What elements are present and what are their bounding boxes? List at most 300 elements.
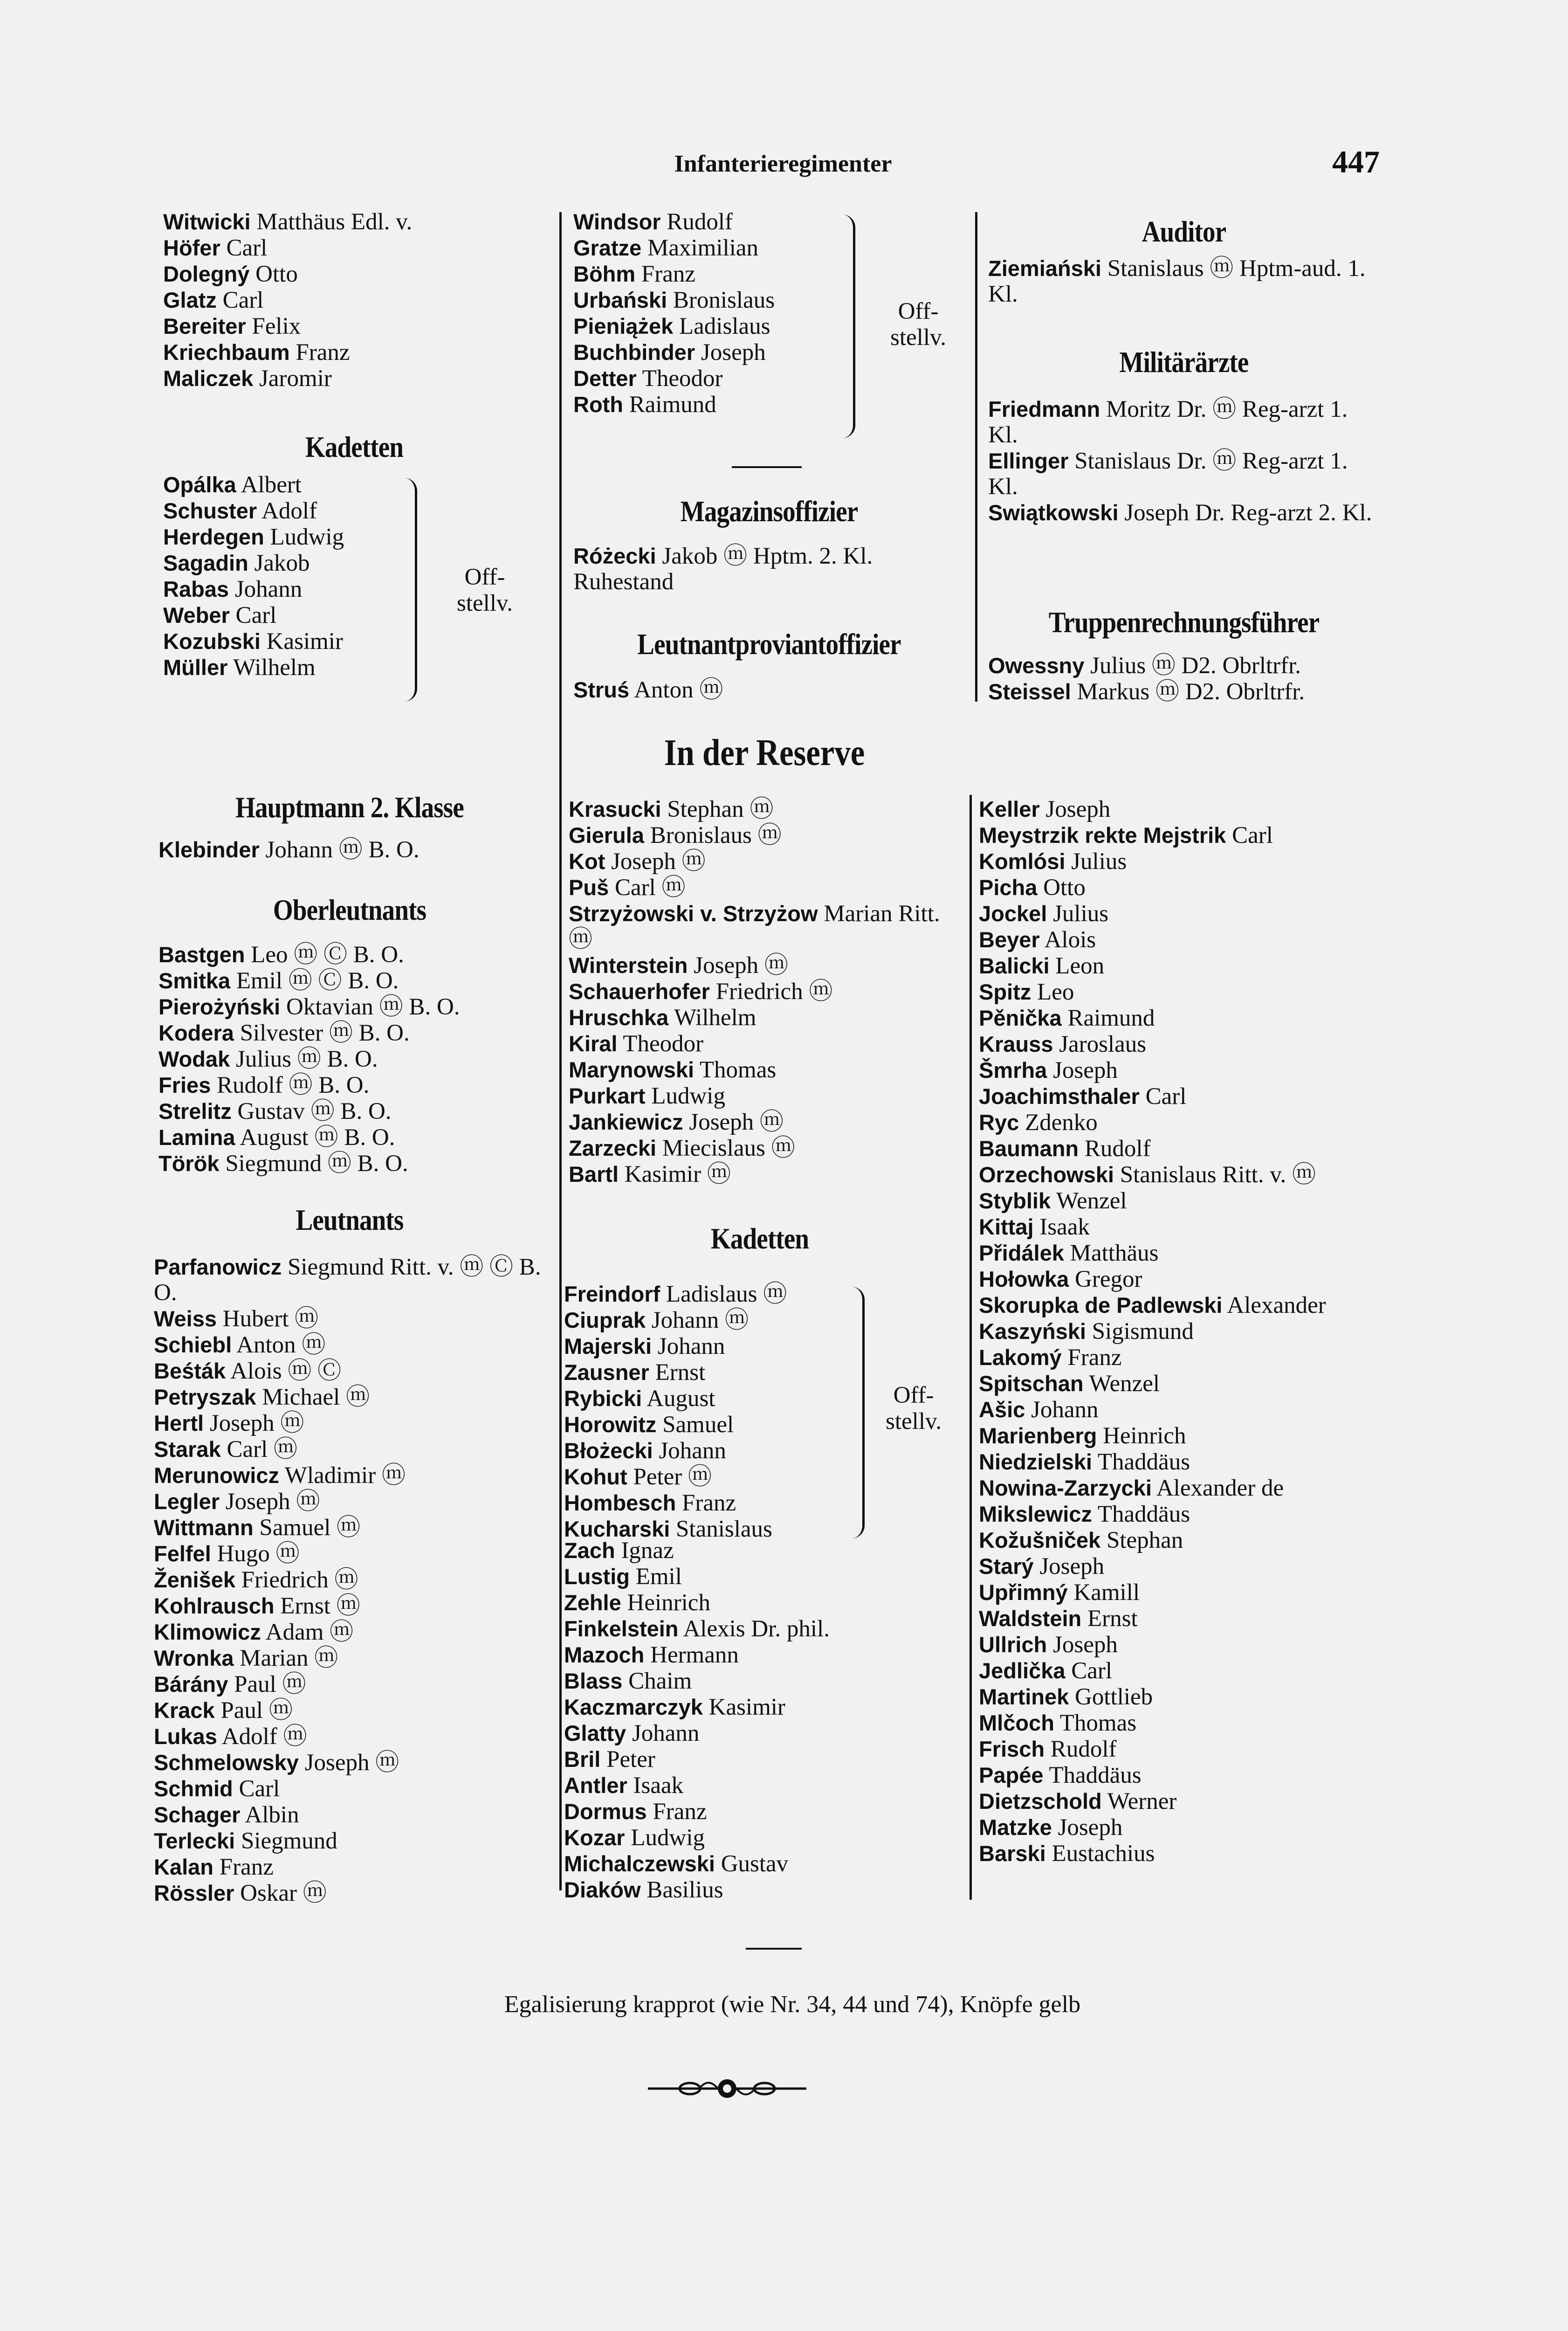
given-name-details: Theodor [623,1031,704,1057]
list-item [154,1254,550,1306]
given-name-details: Miecislaus ⓜ [662,1135,795,1161]
list-item [979,1788,1370,1814]
surname: Papée [979,1763,1044,1787]
given-name-details: Wenzel [1056,1188,1127,1214]
list-item [988,448,1380,500]
surname: Ellinger [988,448,1069,473]
surname: Jockel [979,901,1047,926]
given-name-details: Stanislaus ⓜ Hptm-aud. 1. Kl. [988,255,1366,307]
given-name-details: Johann [1031,1397,1099,1423]
given-name-details: Kamill [1073,1579,1140,1606]
list-item [154,1880,550,1906]
surname: Beśták [154,1359,226,1383]
surname: Zausner [564,1360,649,1385]
given-name-details: Thaddäus [1097,1449,1190,1475]
given-name-details: Joseph Dr. Reg-arzt 2. Kl. [1124,500,1372,526]
surname: Majerski [564,1334,652,1359]
given-name-details: Gustav ⓜ B. O. [237,1098,392,1124]
given-name-details: Carl [1232,822,1273,848]
surname: Kaszyński [979,1319,1086,1344]
given-name-details: Joseph ⓜ [209,1410,304,1436]
col2-top-brace-label: Off- stellv. [890,298,946,351]
res-col1-hauptmann-list [158,837,550,863]
given-name-details: Michael ⓜ [262,1384,370,1410]
list-item [154,1436,550,1462]
given-name-details: Maximilian [647,235,758,261]
list-item [163,261,545,287]
given-name-details: Stanislaus Ritt. v. ⓜ [1120,1162,1316,1188]
surname: Upřimný [979,1580,1068,1605]
surname: Šmrha [979,1058,1047,1083]
list-item [158,942,550,968]
given-name-details: Leo ⓜ Ⓒ B. O. [251,942,404,968]
list-item [564,1772,956,1799]
surname: Schiebl [154,1332,232,1357]
given-name-details: Hermann [650,1642,739,1668]
given-name-details: Hubert ⓜ [222,1306,319,1332]
surname: Blass [564,1669,623,1693]
res-col1-hauptmann-heading: Hauptmann 2. Klasse [235,791,464,824]
surname: Windsor [573,209,661,234]
list-item [158,1072,550,1098]
list-item [158,1020,550,1046]
given-name-details: Alois ⓜ Ⓒ [230,1358,342,1384]
list-item [988,679,1380,705]
list-item [154,1697,550,1724]
given-name-details: Isaak [633,1772,684,1799]
surname: Höfer [163,235,220,260]
surname: Witwicki [163,209,251,234]
list-item [979,1240,1370,1266]
surname: Michalczewski [564,1851,715,1876]
list-item [573,677,965,703]
surname: Kiral [569,1031,618,1056]
list-item [569,848,960,875]
list-item [979,1083,1370,1110]
list-item [979,1423,1370,1449]
list-item [979,1292,1370,1318]
footer-note: Egalisierung krapprot (wie Nr. 34, 44 und 74), Knöpfe gelb [504,1991,1081,2018]
surname: Felfel [154,1541,211,1566]
surname: Ciuprak [564,1308,646,1332]
res-col2-kadetten-brace-label: Off- stellv. [886,1382,942,1434]
list-item [564,1877,956,1903]
surname: Ašic [979,1397,1025,1422]
list-item [163,366,545,392]
given-name-details: Johann [234,576,303,602]
list-item [979,1371,1370,1397]
surname: Kot [569,849,605,874]
given-name-details: Silvester ⓜ B. O. [240,1020,410,1046]
list-item [158,1046,550,1072]
surname: Barski [979,1841,1046,1866]
given-name-details: Emil ⓜ Ⓒ B. O. [236,968,399,994]
list-item [163,287,545,313]
list-item [154,1567,550,1593]
surname: Kalan [154,1855,213,1879]
surname: Smitka [158,968,231,993]
list-item [163,235,545,261]
surname: Marienberg [979,1423,1097,1448]
surname: Roth [573,392,624,417]
list-item [158,1151,550,1177]
given-name-details: Felix [252,313,301,339]
list-item [154,1750,550,1776]
list-item [564,1616,956,1642]
surname: Joachimsthaler [979,1084,1140,1109]
surname: Schmid [154,1776,233,1801]
surname: Kozubski [163,629,261,654]
list-item [979,848,1370,875]
given-name-details: Franz [641,261,696,287]
surname: Swiątkowski [988,500,1119,525]
given-name-details: Paul ⓜ [234,1671,306,1697]
surname: Starak [154,1437,221,1462]
given-name-details: Julius ⓜ D2. Obrltrfr. [1090,653,1301,679]
list-item [979,901,1370,927]
list-item [569,796,960,822]
surname: Weiss [154,1306,217,1331]
list-item [979,1814,1370,1841]
given-name-details: Isaak [1039,1214,1090,1240]
surname: Schager [154,1802,241,1827]
surname: Jankiewicz [569,1110,683,1134]
given-name-details: Carl [1145,1083,1187,1110]
given-name-details: Johann [632,1720,700,1746]
surname: Lakomý [979,1345,1062,1370]
surname: Komlósi [979,849,1066,874]
list-item [564,1851,956,1877]
given-name-details: Peter ⓜ [633,1464,712,1490]
list-item [154,1410,550,1436]
list-item [154,1802,550,1828]
surname: Puš [569,875,609,900]
column-rule-1 [559,212,562,1890]
surname: Ullrich [979,1632,1047,1657]
surname: Jedlička [979,1658,1066,1683]
surname: Weber [163,603,230,628]
surname: Antler [564,1773,627,1798]
given-name-details: Sigismund [1092,1318,1194,1345]
surname: Horowitz [564,1412,657,1437]
surname: Marynowski [569,1057,695,1082]
surname: Różecki [573,544,656,568]
list-item [163,339,545,366]
given-name-details: Marian Ritt. ⓜ [569,901,940,952]
surname: Matzke [979,1815,1052,1840]
given-name-details: Rudolf [1084,1136,1151,1162]
surname: Glatty [564,1721,626,1745]
surname: Steissel [988,679,1071,704]
given-name-details: Ludwig [631,1825,705,1851]
list-item [979,1162,1370,1188]
surname: Lustig [564,1564,630,1589]
given-name-details: Hugo ⓜ [217,1541,300,1567]
list-item [564,1668,956,1694]
res-col3-list [979,796,1370,1867]
list-item [979,1188,1370,1214]
col2-short-rule [732,466,802,468]
column-rule-2 [975,212,977,702]
given-name-details: Markus ⓜ D2. Obrltrfr. [1077,679,1305,705]
surname: Skorupka de Padlewski [979,1293,1223,1317]
surname: Dietzschold [979,1789,1102,1814]
list-item [979,927,1370,953]
surname: Merunowicz [154,1463,279,1488]
surname: Frisch [979,1737,1045,1761]
surname: Pěnička [979,1006,1062,1030]
list-item [564,1307,862,1333]
given-name-details: Joseph ⓜ [611,848,706,875]
given-name-details: Otto [255,261,298,287]
surname: Lukas [154,1724,217,1749]
list-item [569,822,960,848]
list-item [573,313,872,339]
surname: Kaczmarczyk [564,1695,703,1719]
list-item [979,1710,1370,1736]
given-name-details: Alexander [1227,1292,1326,1318]
given-name-details: Adolf [261,498,317,524]
list-item [979,1606,1370,1632]
surname: Hołowka [979,1267,1069,1291]
res-col1-oberleutnants-heading: Oberleutnants [273,893,426,926]
list-item [569,1031,960,1057]
surname: Meystrzik rekte Mejstrik [979,823,1226,848]
given-name-details: Gustav [721,1851,789,1877]
list-item [573,543,965,595]
given-name-details: Thomas [699,1057,777,1083]
list-item [569,1161,960,1187]
given-name-details: Matthäus [1070,1240,1159,1266]
given-name-details: Kasimir ⓜ [624,1161,731,1187]
list-item [979,1762,1370,1788]
list-item [163,209,545,235]
list-item [979,1397,1370,1423]
res-col2-top-list [569,796,960,1187]
given-name-details: Matthäus Edl. v. [256,209,413,235]
list-item [569,901,960,952]
surname: Krasucki [569,797,661,821]
given-name-details: Gregor [1075,1266,1142,1292]
list-item [154,1671,550,1697]
given-name-details: Johann [657,1333,725,1359]
list-item [979,1632,1370,1658]
given-name-details: Joseph ⓜ [694,952,788,979]
list-item [154,1541,550,1567]
given-name-details: Albert [241,472,302,498]
surname: Kodera [158,1021,234,1045]
surname: Maliczek [163,366,254,391]
surname: Baumann [979,1136,1079,1161]
given-name-details: Franz [653,1799,707,1825]
list-item [569,1057,960,1083]
given-name-details: Emil [635,1564,682,1590]
surname: Mlčoch [979,1710,1054,1735]
surname: Dolegný [163,262,250,286]
list-item [979,1475,1370,1501]
list-item [564,1825,956,1851]
surname: Spitz [979,979,1032,1004]
surname: Nowina-Zarzycki [979,1476,1152,1500]
res-col1-leutnants-list [154,1254,550,1906]
res-col2-kadetten-brace [848,1287,865,1538]
list-item [979,1136,1370,1162]
given-name-details: Samuel [662,1412,734,1438]
given-name-details: Joseph ⓜ [225,1489,320,1515]
surname: Diaków [564,1877,641,1902]
given-name-details: Wilhelm [674,1005,756,1031]
list-item [979,1579,1370,1606]
list-item [988,653,1380,679]
col3-truppen-heading: Truppenrechnungsführer [1048,606,1320,639]
list-item [569,1135,960,1161]
surname: Pieniążek [573,314,674,338]
surname: Krauss [979,1032,1053,1056]
list-item [564,1464,862,1490]
surname: Mazoch [564,1642,645,1667]
surname: Rabas [163,577,229,601]
given-name-details: Joseph [701,339,766,366]
surname: Gratze [573,235,642,260]
given-name-details: Ladislaus [679,313,770,339]
surname: Krack [154,1698,215,1723]
given-name-details: Samuel ⓜ [259,1515,361,1541]
given-name-details: Eustachius [1052,1841,1155,1867]
list-item [573,339,872,366]
surname: Struś [573,677,630,702]
list-item [979,822,1370,848]
reserve-heading: In der Reserve [664,732,865,773]
given-name-details: Joseph [1053,1057,1118,1083]
surname: Starý [979,1554,1034,1579]
list-item [979,1527,1370,1553]
surname: Błożecki [564,1438,653,1463]
given-name-details: Joseph [1039,1553,1105,1579]
surname: Fries [158,1073,211,1097]
given-name-details: Otto [1043,875,1086,901]
given-name-details: Ernst [655,1359,706,1386]
given-name-details: Leon [1055,953,1105,979]
given-name-details: Franz [1067,1345,1122,1371]
given-name-details: Paul ⓜ [220,1697,293,1724]
surname: Hertl [154,1411,204,1435]
list-item [564,1694,956,1720]
col3-auditor-heading: Auditor [1142,215,1226,248]
col2-magazins-list [573,543,965,595]
list-item [564,1386,862,1412]
list-item [573,209,872,235]
surname: Bereiter [163,314,246,338]
given-name-details: Bronislaus ⓜ [650,822,782,848]
list-item [979,1684,1370,1710]
list-item [158,1124,550,1151]
list-item [154,1645,550,1671]
given-name-details: Oskar ⓜ [240,1880,327,1906]
given-name-details: Rudolf [1050,1736,1117,1762]
surname: Hruschka [569,1005,669,1030]
res-col2-kadetten-list [564,1281,862,1542]
list-item [564,1438,862,1464]
surname: Mikslewicz [979,1502,1092,1526]
list-item [979,1005,1370,1031]
list-item [979,875,1370,901]
given-name-details: Joseph ⓜ [689,1109,784,1135]
surname: Klimowicz [154,1620,261,1644]
surname: Owessny [988,653,1085,678]
given-name-details: Thaddäus [1049,1762,1142,1788]
col2-top-list [573,209,872,418]
list-item [158,837,550,863]
list-item [154,1515,550,1541]
surname: Gierula [569,823,644,848]
surname: Keller [979,797,1040,821]
list-item [573,235,872,261]
res-col2-kadetten-heading: Kadetten [710,1222,809,1255]
given-name-details: Franz [219,1854,274,1880]
list-item [979,979,1370,1005]
given-name-details: Johann [659,1438,726,1464]
given-name-details: Heinrich [627,1590,710,1616]
list-item [158,968,550,994]
given-name-details: Joseph [1058,1814,1123,1841]
list-item [988,255,1380,307]
given-name-details: Bronislaus [673,287,775,313]
given-name-details: Stephan ⓜ [667,796,774,822]
surname: Parfanowicz [154,1255,282,1279]
list-item [979,1214,1370,1240]
surname: Spitschan [979,1371,1084,1396]
given-name-details: Joseph ⓜ [304,1750,399,1776]
surname: Schuster [163,498,257,523]
given-name-details: Kasimir [266,628,343,655]
surname: Buchbinder [573,340,695,365]
given-name-details: Carl [1071,1658,1113,1684]
given-name-details: Raimund [1067,1005,1155,1031]
list-item [158,994,550,1020]
list-item [154,1828,550,1854]
given-name-details: Anton ⓜ [634,677,723,703]
col3-militaer-list [988,396,1380,526]
given-name-details: Julius [1071,848,1127,875]
col3-militaer-heading: Militärärzte [1119,345,1249,379]
given-name-details: Johann ⓜ [651,1307,749,1333]
surname: Friedmann [988,397,1100,421]
list-item [569,1109,960,1135]
given-name-details: Adam ⓜ [265,1619,354,1645]
list-item [154,1776,550,1802]
surname: Bril [564,1747,601,1772]
list-item [979,1110,1370,1136]
given-name-details: Wilhelm [233,655,316,681]
page-number: 447 [1332,144,1380,179]
res-col1-leutnants-heading: Leutnants [296,1203,404,1236]
given-name-details: Ernst [1087,1606,1138,1632]
surname: Niedzielski [979,1449,1092,1474]
surname: Legler [154,1489,220,1514]
list-item [988,500,1380,526]
surname: Finkelstein [564,1616,679,1641]
list-item [573,261,872,287]
surname: Glatz [163,288,217,312]
surname: Ryc [979,1110,1019,1135]
list-item [979,953,1370,979]
list-item [573,366,872,392]
list-item [564,1281,862,1307]
given-name-details: Kasimir [708,1694,785,1720]
surname: Purkart [569,1083,646,1108]
list-item [564,1538,956,1564]
given-name-details: Jakob [254,550,310,576]
